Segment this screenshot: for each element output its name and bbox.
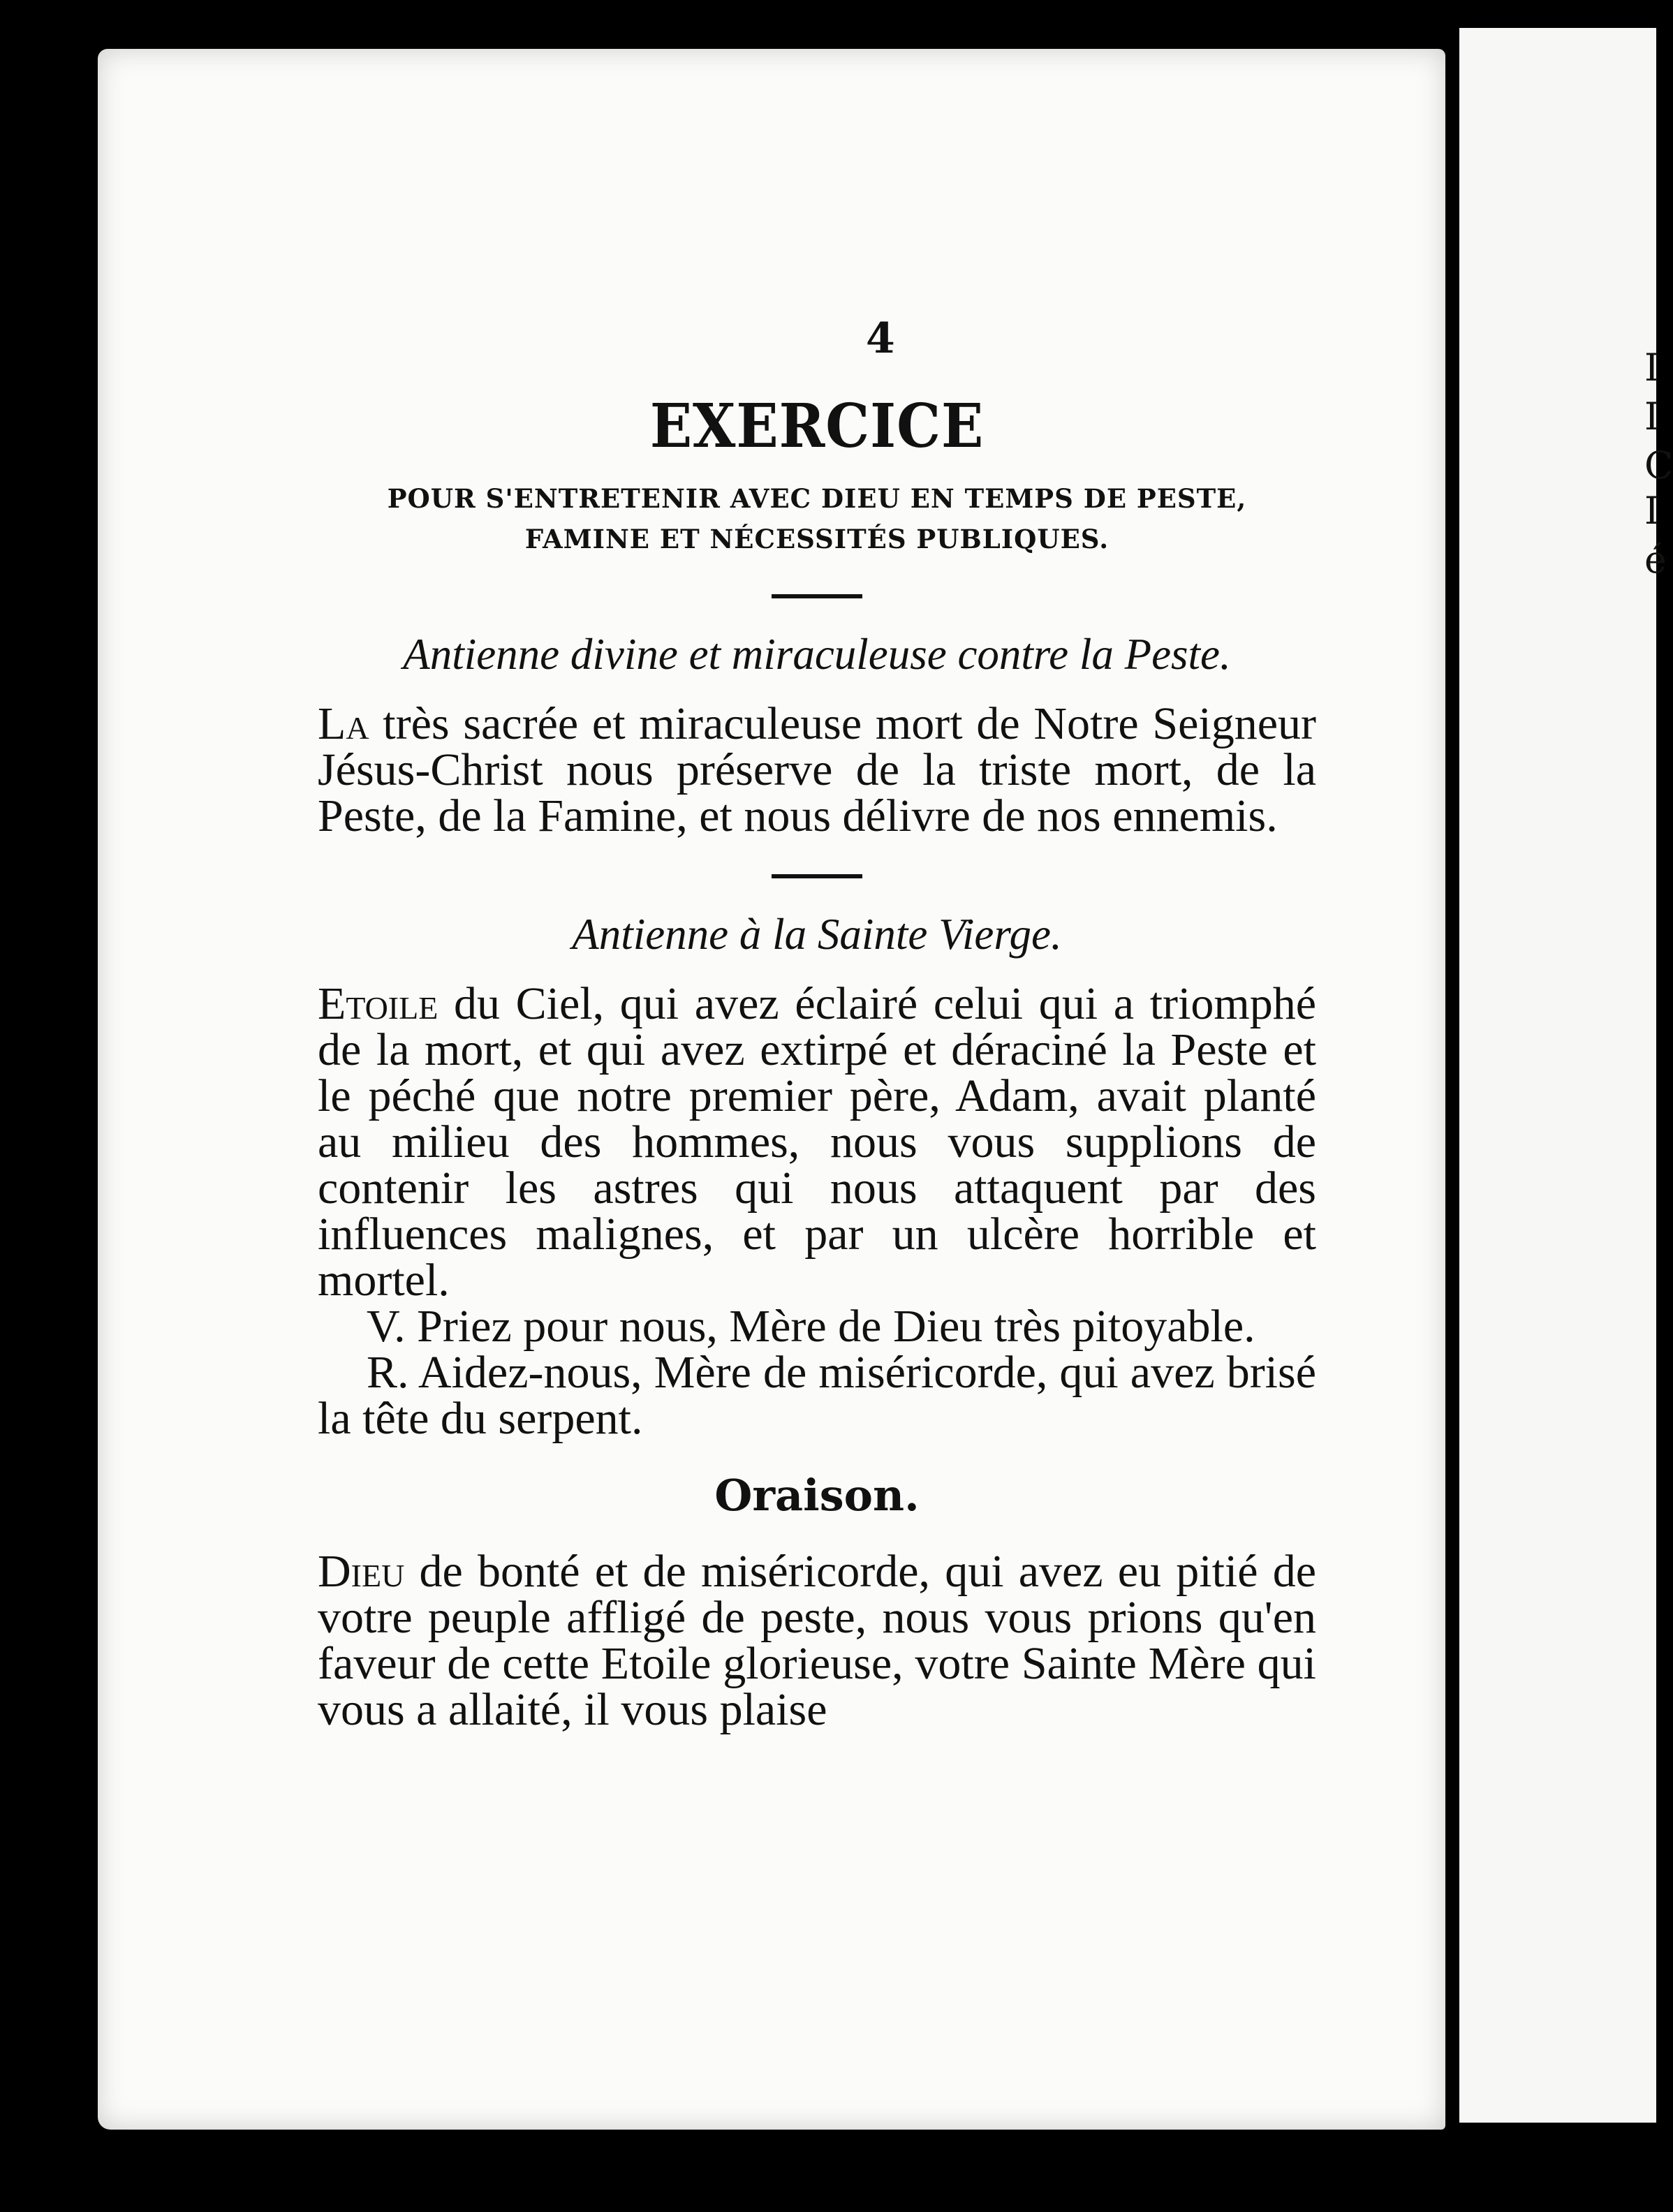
subtitle-line-1: POUR S'ENTRETENIR AVEC DIEU EN TEMPS DE PESTE, xyxy=(387,483,1247,514)
drop-word: Etoile xyxy=(318,978,438,1029)
divider-rule xyxy=(772,874,862,878)
adjacent-fragment: I xyxy=(1644,395,1660,438)
adjacent-fragment: I xyxy=(1644,489,1660,533)
section-heading-antienne-peste: Antienne divine et miraculeuse contre la Peste. xyxy=(403,630,1231,679)
page-title: EXERCICE xyxy=(649,391,985,462)
drop-word: La xyxy=(318,698,369,749)
paragraph-oraison xyxy=(318,1546,1316,1735)
adjacent-page xyxy=(1459,28,1673,2123)
paragraph-antienne-peste xyxy=(318,698,1316,841)
adjacent-fragment: C xyxy=(1644,443,1673,487)
section-heading-sainte-vierge: Antienne à la Sainte Vierge. xyxy=(572,910,1062,959)
divider-rule xyxy=(772,594,862,598)
paragraph-text: du Ciel, qui avez éclairé celui qui a triomphé de la mort, et qui avez extirpé et déraciné la Peste et le péché que notre premier père, Adam, avait planté au milieu des hommes, nous vous supplions de contenir les astres qui nous attaquent par des influences malignes, et par un ulcère horrible et mortel. xyxy=(318,978,1317,1306)
page-content xyxy=(318,391,1316,1733)
adjacent-fragment: I xyxy=(1644,346,1660,390)
drop-word: Dieu xyxy=(318,1546,405,1597)
paragraph-text: de bonté et de miséricorde, qui avez eu pitié de votre peuple affligé de peste, nous vous prions qu'en faveur de cette Etoile glorieuse, votre Sainte Mère qui vous a allaité, il vous plaise xyxy=(318,1546,1316,1735)
paragraph-sainte-vierge xyxy=(318,978,1317,1306)
section-heading-oraison: Oraison. xyxy=(714,1470,920,1521)
subtitle-line-2: FAMINE ET NÉCESSITÉS PUBLIQUES. xyxy=(524,524,1110,554)
page-number: 4 xyxy=(866,314,895,363)
adjacent-fragment: é xyxy=(1644,538,1667,582)
versicle: V. Priez pour nous, Mère de Dieu très pitoyable. xyxy=(367,1301,1255,1352)
paragraph-text: très sacrée et miraculeuse mort de Notre Seigneur Jésus-Christ nous préserve de la triste mort, de la Peste, de la Famine, et nous délivre de nos ennemis. xyxy=(318,698,1316,841)
response: R. Aidez-nous, Mère de miséricorde, qui avez brisé la tête du serpent. xyxy=(318,1347,1316,1444)
